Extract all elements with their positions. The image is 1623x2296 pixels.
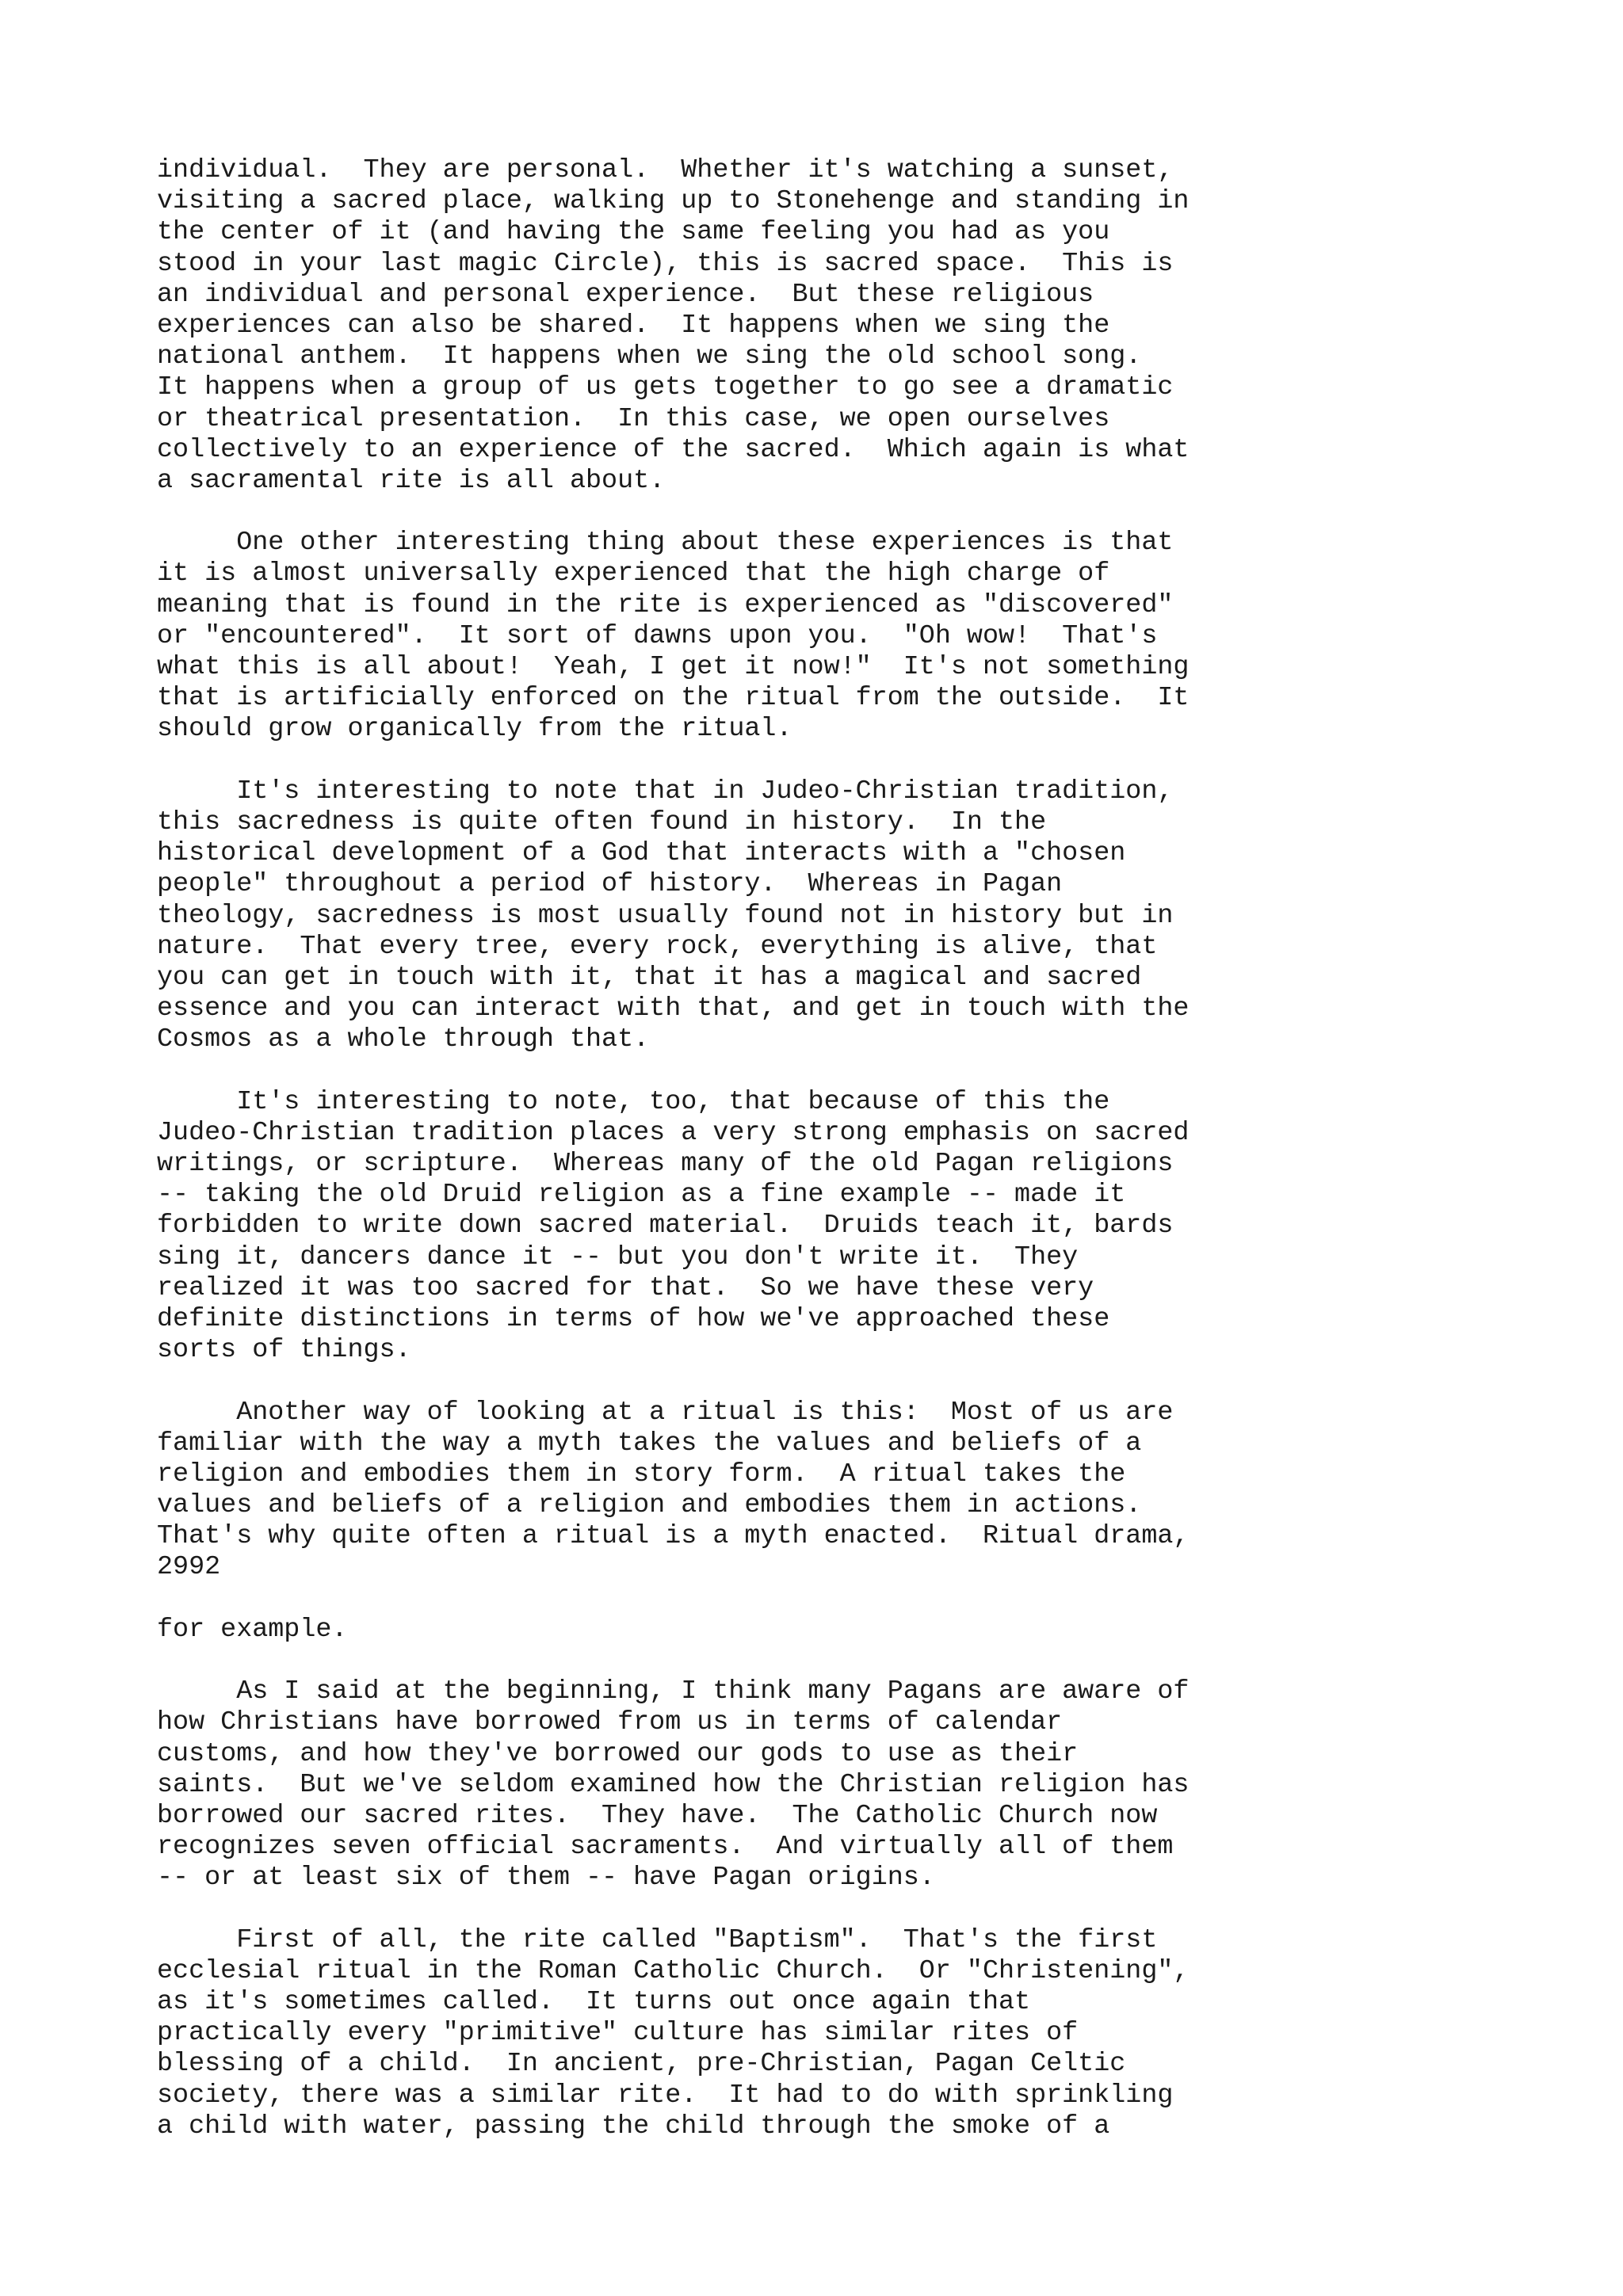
blank-line (157, 1894, 1583, 1925)
text-line: or "encountered". It sort of dawns upon you. "Oh wow! That's (157, 620, 1158, 651)
text-line: theology, sacredness is most usually found not in history but in (157, 900, 1174, 931)
text-line: it is almost universally experienced that the high charge of (157, 559, 1110, 589)
text-line: One other interesting thing about these experiences is that (157, 528, 1174, 559)
text-line: realized it was too sacred for that. So we have these very (157, 1272, 1094, 1303)
text-line: people" throughout a period of history. Whereas in Pagan (157, 869, 1063, 900)
text-line: As I said at the beginning, I think many Pagans are aware of (157, 1676, 1190, 1707)
text-line: Another way of looking at a ritual is this: Most of us are (157, 1397, 1174, 1428)
text-line: First of all, the rite called "Baptism". That's the first (157, 1924, 1158, 1955)
text-line: It's interesting to note that in Judeo-Christian tradition, (157, 776, 1174, 807)
text-line: a sacramental rite is all about. (157, 465, 666, 496)
text-line: experiences can also be shared. It happens when we sing the (157, 310, 1110, 341)
text-line: It's interesting to note, too, that because of this the (157, 1086, 1110, 1117)
text-line: individual. They are personal. Whether it's watching a sunset, (157, 155, 1174, 185)
text-line: religion and embodies them in story form. A ritual takes the (157, 1459, 1126, 1489)
text-line: Judeo-Christian tradition places a very strong emphasis on sacred (157, 1117, 1190, 1148)
text-line: collectively to an experience of the sacred. Which again is what (157, 434, 1190, 465)
text-line: familiar with the way a myth takes the values and beliefs of a (157, 1428, 1142, 1459)
text-line: Cosmos as a whole through that. (157, 1024, 650, 1055)
blank-line (157, 746, 1583, 776)
text-line: definite distinctions in terms of how we've approached these (157, 1303, 1110, 1334)
text-line: -- or at least six of them -- have Pagan origins. (157, 1863, 935, 1894)
text-line: or theatrical presentation. In this case, we open ourselves (157, 403, 1110, 434)
text-line: a child with water, passing the child through the smoke of a (157, 2111, 1110, 2142)
text-line: as it's sometimes called. It turns out once again that (157, 1987, 1031, 2018)
text-line: that is artificially enforced on the ritual from the outside. It (157, 683, 1190, 714)
text-line: writings, or scripture. Whereas many of the old Pagan religions (157, 1149, 1174, 1179)
text-line: historical development of a God that interacts with a "chosen (157, 838, 1126, 869)
text-line: what this is all about! Yeah, I get it now!" It's not something (157, 652, 1190, 682)
text-line: national anthem. It happens when we sing the old school song. (157, 341, 1142, 372)
text-line: how Christians have borrowed from us in terms of calendar (157, 1707, 1063, 1738)
text-line: this sacredness is quite often found in history. In the (157, 807, 1047, 837)
text-line: an individual and personal experience. But these religious (157, 279, 1094, 310)
blank-line (157, 1055, 1583, 1086)
text-line: sing it, dancers dance it -- but you don't write it. They (157, 1241, 1079, 1272)
text-line: saints. But we've seldom examined how the Christian religion has (157, 1769, 1190, 1800)
blank-line (157, 497, 1583, 528)
text-line: -- taking the old Druid religion as a fine example -- made it (157, 1180, 1126, 1211)
text-line: recognizes seven official sacraments. And virtually all of them (157, 1832, 1174, 1863)
blank-line (157, 1646, 1583, 1676)
text-line: sorts of things. (157, 1335, 411, 1366)
text-line: stood in your last magic Circle), this is sacred space. This is (157, 248, 1174, 279)
text-line: practically every "primitive" culture has similar rites of (157, 2018, 1079, 2049)
text-line: It happens when a group of us gets together to go see a dramatic (157, 372, 1174, 403)
text-line: should grow organically from the ritual. (157, 714, 792, 745)
text-line: meaning that is found in the rite is experienced as "discovered" (157, 589, 1174, 620)
text-line: society, there was a similar rite. It had to do with sprinkling (157, 2080, 1174, 2111)
text-line: the center of it (and having the same feeling you had as you (157, 217, 1110, 248)
text-line: customs, and how they've borrowed our gods to use as their (157, 1738, 1079, 1769)
text-line: blessing of a child. In ancient, pre-Christian, Pagan Celtic (157, 2049, 1126, 2080)
text-line: for example. (157, 1614, 348, 1645)
text-line: visiting a sacred place, walking up to Stonehenge and standing in (157, 186, 1190, 217)
text-line: That's why quite often a ritual is a myth enacted. Ritual drama, (157, 1521, 1190, 1552)
text-line: forbidden to write down sacred material. Druids teach it, bards (157, 1211, 1174, 1241)
text-line: values and beliefs of a religion and embodies them in actions. (157, 1490, 1142, 1521)
document-page (157, 155, 1583, 2142)
blank-line (157, 1366, 1583, 1397)
blank-line (157, 1584, 1583, 1615)
text-line: essence and you can interact with that, and get in touch with the (157, 994, 1190, 1024)
text-line: ecclesial ritual in the Roman Catholic Church. Or "Christening", (157, 1955, 1190, 1986)
text-line: borrowed our sacred rites. They have. The Catholic Church now (157, 1800, 1158, 1831)
page-number: 2992 (157, 1552, 221, 1583)
text-line: nature. That every tree, every rock, everything is alive, that (157, 931, 1158, 962)
text-line: you can get in touch with it, that it has a magical and sacred (157, 962, 1142, 993)
